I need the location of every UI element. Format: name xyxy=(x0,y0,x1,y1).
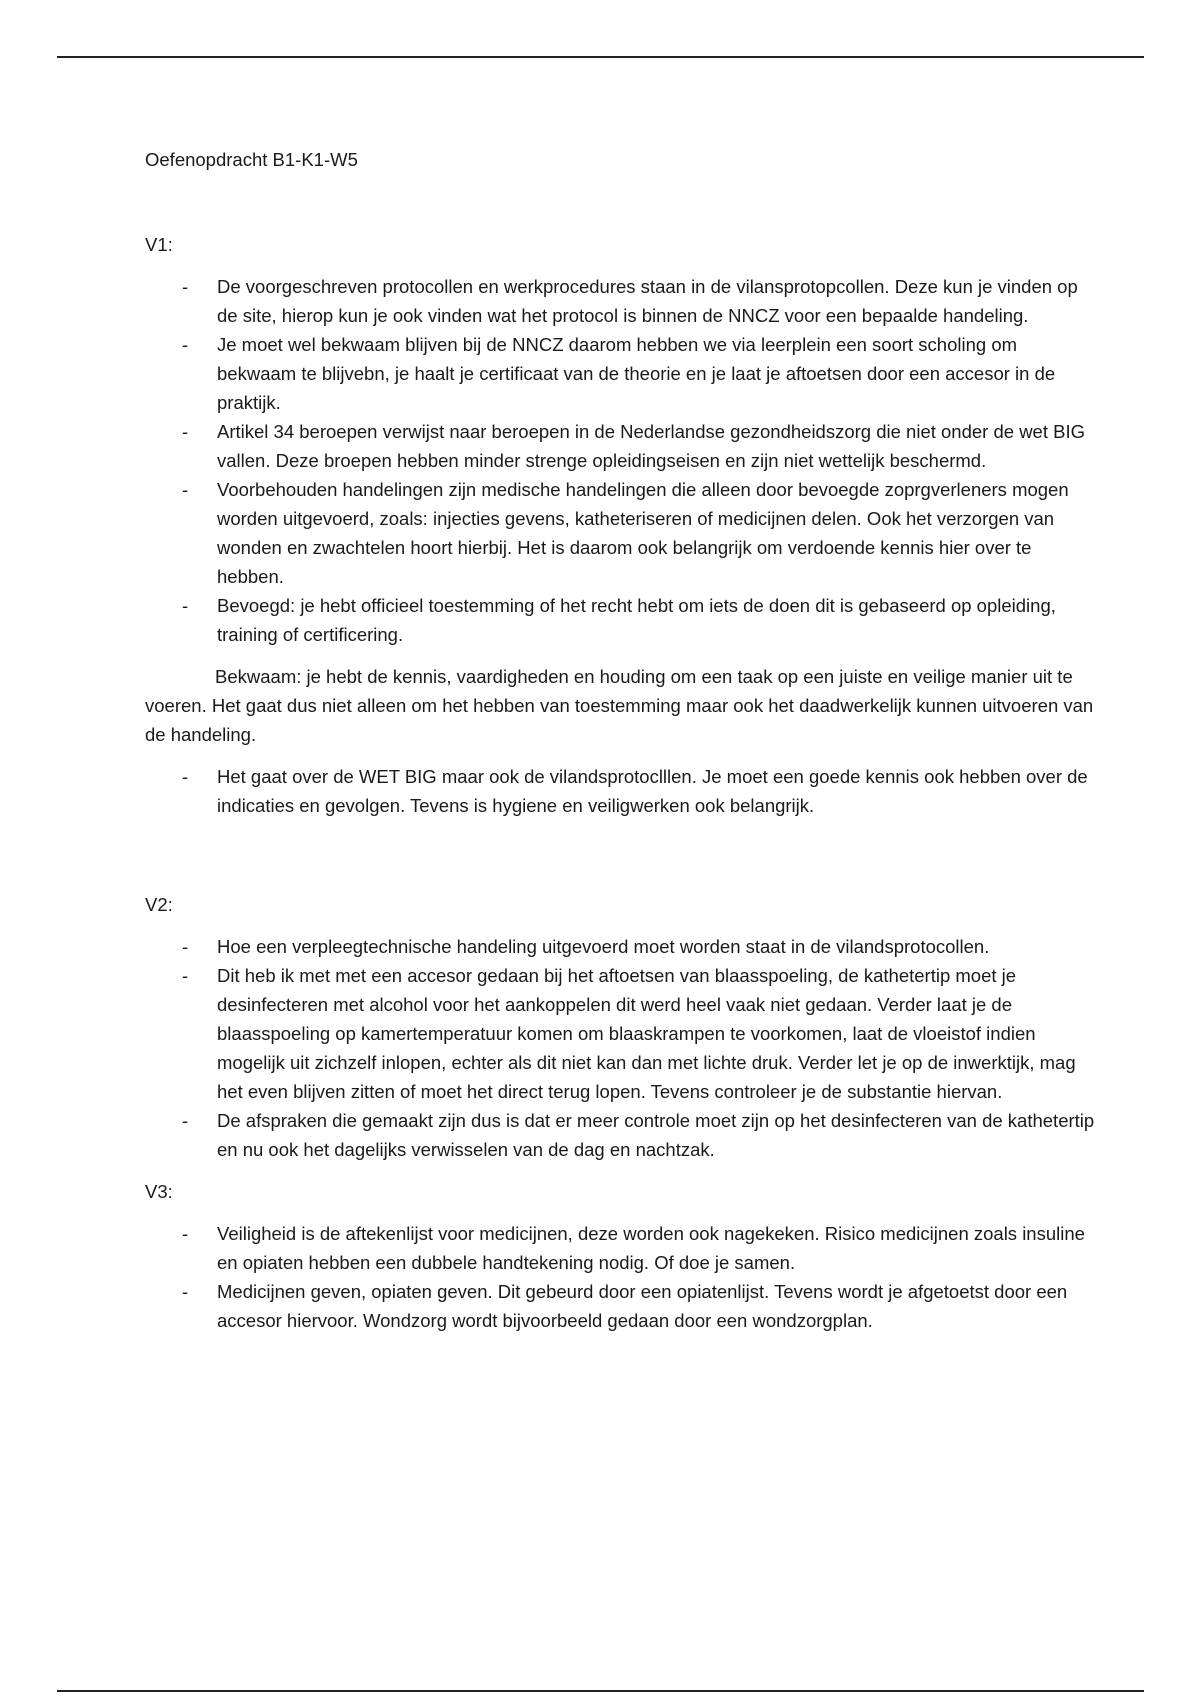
list-item xyxy=(145,330,1100,417)
bullet-dash: - xyxy=(182,766,189,787)
list-item xyxy=(145,591,1100,649)
bullet-dash: - xyxy=(182,1223,189,1244)
list-item xyxy=(145,1106,1100,1164)
section-heading-v1: V1: xyxy=(145,234,173,255)
bullet-dash: - xyxy=(182,421,189,442)
list-item xyxy=(145,961,1100,1106)
list-item-text: Voorbehouden handelingen zijn medische handelingen die alleen door bevoegde zoprgverleners mogen worden uitgevoerd, zoals: injecties gevens, katheteriseren of medicijnen delen. Ook het verzorgen van wonden en zwachtelen hoort hierbij. Het is daarom ook belangrijk om verdoende kennis hier over te hebben. xyxy=(217,479,1069,587)
list-item xyxy=(145,762,1100,820)
v2-bullet-list xyxy=(145,932,1100,1164)
list-item-text: Bevoegd: je hebt officieel toestemming of het recht hebt om iets de doen dit is gebaseerd op opleiding, training of certificering. xyxy=(217,595,1056,645)
list-item-text: Het gaat over de WET BIG maar ook de vilandsprotoclllen. Je moet een goede kennis ook hebben over de indicaties en gevolgen. Tevens is hygiene en veiligwerken ook belangrijk. xyxy=(217,766,1088,816)
list-item xyxy=(145,1277,1100,1335)
list-item xyxy=(145,475,1100,591)
document-title: Oefenopdracht B1-K1-W5 xyxy=(145,149,358,170)
v1-bullet-list-after xyxy=(145,762,1100,820)
bullet-dash: - xyxy=(182,479,189,500)
document-body xyxy=(145,145,1100,1335)
list-item-text: De voorgeschreven protocollen en werkprocedures staan in de vilansprotopcollen. Deze kun je vinden op de site, hierop kun je ook vinden wat het protocol is binnen de NNCZ voor een bepaalde handeling. xyxy=(217,276,1078,326)
list-item-text: Veiligheid is de aftekenlijst voor medicijnen, deze worden ook nagekeken. Risico medicijnen zoals insuline en opiaten hebben een dubbele handtekening nodig. Of doe je samen. xyxy=(217,1223,1085,1273)
section-heading-v3: V3: xyxy=(145,1181,173,1202)
bullet-dash: - xyxy=(182,1281,189,1302)
header-rule xyxy=(57,56,1144,58)
bullet-dash: - xyxy=(182,276,189,297)
bullet-dash: - xyxy=(182,965,189,986)
list-item-text: Je moet wel bekwaam blijven bij de NNCZ daarom hebben we via leerplein een soort scholing om bekwaam te blijvebn, je haalt je certificaat van de theorie en je laat je aftoetsen door een accesor in de praktijk. xyxy=(217,334,1056,413)
footer-rule xyxy=(57,1690,1144,1692)
list-item-text: Medicijnen geven, opiaten geven. Dit gebeurd door een opiatenlijst. Tevens wordt je afgetoetst door een accesor hiervoor. Wondzorg wordt bijvoorbeeld gedaan door een wondzorgplan. xyxy=(217,1281,1068,1331)
v1-bullet-list xyxy=(145,272,1100,649)
bullet-dash: - xyxy=(182,1110,189,1131)
bekwaam-paragraph: Bekwaam: je hebt de kennis, vaardigheden en houding om een taak op een juiste en veilige manier uit te voeren. Het gaat dus niet alleen om het hebben van toestemming maar ook het daadwerkelijk kunnen uitvoeren van de handeling. xyxy=(145,666,1094,745)
section-heading-v2: V2: xyxy=(145,894,173,915)
list-item xyxy=(145,1219,1100,1277)
v3-bullet-list xyxy=(145,1219,1100,1335)
list-item-text: Dit heb ik met met een accesor gedaan bij het aftoetsen van blaasspoeling, de kathetertip moet je desinfecteren met alcohol voor het aankoppelen dit werd heel vaak niet gedaan. Verder laat je de blaasspoeling op kamertemperatuur komen om blaaskrampen te voorkomen, laat de vloeistof indien mogelijk uit zichzelf inlopen, echter als dit niet kan dan met lichte druk. Verder let je op de inwerktijk, mag het even blijven zitten of moet het direct terug lopen. Tevens controleer je de substantie hiervan. xyxy=(217,965,1076,1102)
bullet-dash: - xyxy=(182,936,189,957)
list-item-text: Artikel 34 beroepen verwijst naar beroepen in de Nederlandse gezondheidszorg die niet onder de wet BIG vallen. Deze broepen hebben minder strenge opleidingseisen en zijn niet wettelijk beschermd. xyxy=(217,421,1085,471)
bullet-dash: - xyxy=(182,595,189,616)
list-item xyxy=(145,417,1100,475)
list-item xyxy=(145,272,1100,330)
bullet-dash: - xyxy=(182,334,189,355)
list-item-text: Hoe een verpleegtechnische handeling uitgevoerd moet worden staat in de vilandsprotocollen. xyxy=(217,936,990,957)
list-item xyxy=(145,932,1100,961)
list-item-text: De afspraken die gemaakt zijn dus is dat er meer controle moet zijn op het desinfecteren van de kathetertip en nu ook het dagelijks verwisselen van de dag en nachtzak. xyxy=(217,1110,1095,1160)
